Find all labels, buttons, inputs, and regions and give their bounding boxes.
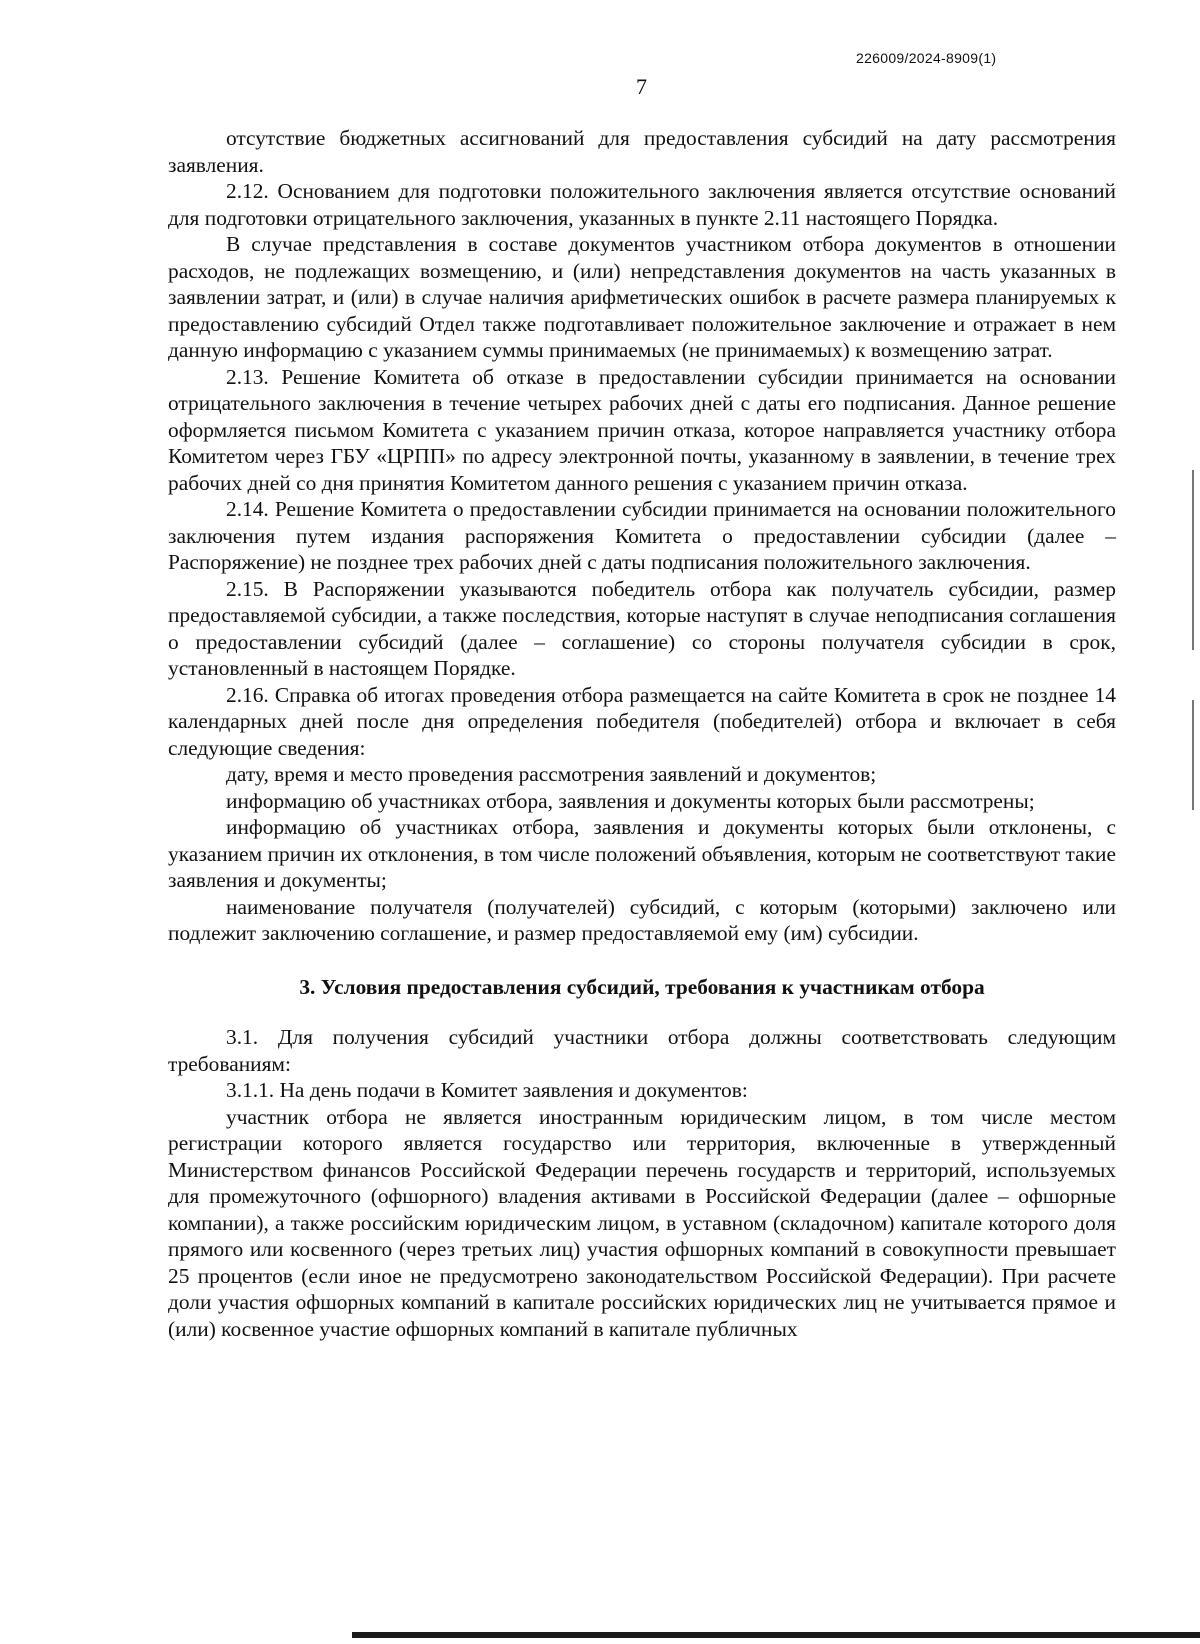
scan-edge-mark [1192,700,1194,810]
paragraph: наименование получателя (получателей) субсидий, с которым (которыми) заключено или подлежит заключению соглашение, и размер предоставляемой ему (им) субсидии. [168,894,1116,945]
scan-bottom-edge [352,1632,1200,1638]
paragraph: 2.15. В Распоряжении указываются победитель отбора как получатель субсидии, размер предоставляемой субсидии, а также последствия, которые наступят в случае неподписания соглашения о предоставлении субсидий (далее – соглашение) со стороны получателя субсидии в срок, установленный в настоящем Порядке. [168,576,1116,680]
paragraph: информацию об участниках отбора, заявления и документы которых были рассмотрены; [226,788,1035,813]
section-heading: 3. Условия предоставления субсидий, требования к участникам отбора [299,974,985,999]
paragraph: 2.16. Справка об итогах проведения отбора размещается на сайте Комитета в срок не позднее 14 календарных дней после дня определения победителя (победителей) отбора и включает в себя следующие сведения: [168,682,1116,760]
scan-edge-mark [1192,470,1194,650]
paragraph: В случае представления в составе документов участником отбора документов в отношении расходов, не подлежащих возмещению, и (или) непредставления документов на часть указанных в заявлении затрат, и (или) в случае наличия арифметических ошибок в расчете размера планируемых к предоставлению субсидий Отдел также подготавливает положительное заключение и отражает в нем данную информацию с указанием суммы принимаемых (не принимаемых) к возмещению затрат. [168,232,1116,362]
paragraph: 2.13. Решение Комитета об отказе в предоставлении субсидии принимается на основании отрицательного заключения в течение четырех рабочих дней с даты его подписания. Данное решение оформляется письмом Комитета с указанием причин отказа, которое направляется участнику отбора Комитетом через ГБУ «ЦРПП» по адресу электронной почты, указанному в заявлении, в течение трех рабочих дней со дня принятия Комитетом данного решения с указанием причин отказа. [168,364,1116,495]
paragraph: 3.1. Для получения субсидий участники отбора должны соответствовать следующим требованиям: [168,1025,1116,1076]
paragraph: 3.1.1. На день подачи в Комитет заявления и документов: [226,1078,748,1102]
paragraph: 2.12. Основанием для подготовки положительного заключения является отсутствие оснований для подготовки отрицательного заключения, указанных в пункте 2.11 настоящего Порядка. [168,179,1116,230]
document-body [168,125,1116,1342]
paragraph: информацию об участниках отбора, заявления и документы которых были отклонены, с указанием причин их отклонения, в том числе положений объявления, которым не соответствуют такие заявления и документы; [168,815,1116,892]
paragraph: 2.14. Решение Комитета о предоставлении субсидии принимается на основании положительного заключения путем издания распоряжения Комитета о предоставлении субсидии (далее – Распоряжение) не позднее трех рабочих дней с даты подписания положительного заключения. [168,497,1116,574]
paragraph: дату, время и место проведения рассмотрения заявлений и документов; [226,762,877,786]
page-number: 7 [636,74,647,99]
paragraph: отсутствие бюджетных ассигнований для предоставления субсидий на дату рассмотрения заявления. [168,126,1116,177]
paragraph: участник отбора не является иностранным юридическим лицом, в том числе местом регистрации которого является государство или территория, включенные в утвержденный Министерством финансов Российской Федерации перечень государств и территорий, используемых для промежуточного (офшорного) владения активами в Российской Федерации (далее – офшорные компании), а также российским юридическим лицом, в уставном (складочном) капитале которого доля прямого или косвенного (через третьих лиц) участия офшорных компаний в совокупности превышает 25 процентов (если иное не предусмотрено законодательством Российской Федерации). При расчете доли участия офшорных компаний в капитале российских юридических лиц не учитывается прямое и (или) косвенное участие офшорных компаний в капитале публичных [168,1104,1116,1341]
document-number: 226009/2024-8909(1) [856,50,997,66]
